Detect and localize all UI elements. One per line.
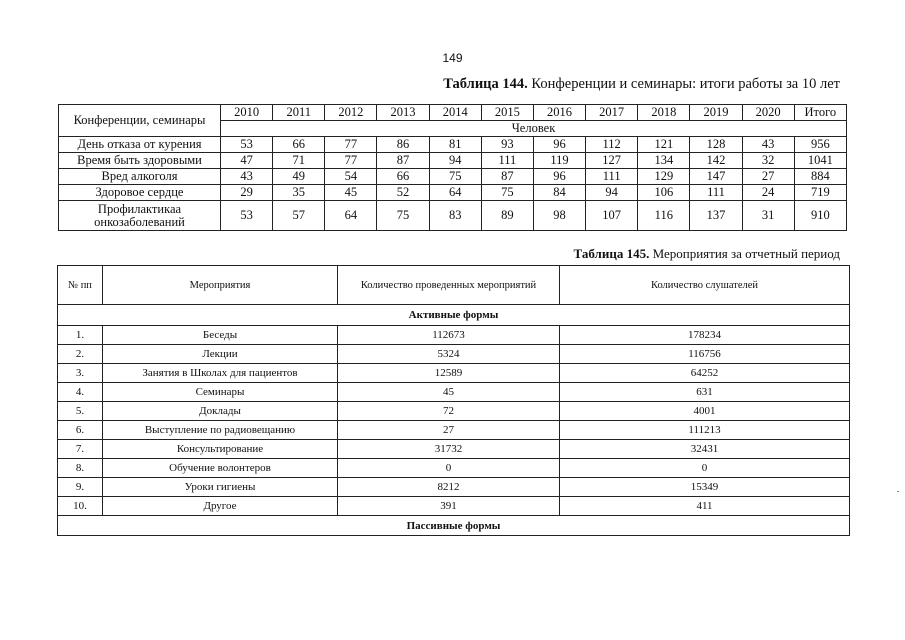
table-row (58, 459, 850, 478)
table-144-value-cell: 77 (325, 153, 377, 169)
table-144-value-cell: 87 (481, 169, 533, 185)
table-145-cell-listeners: 15349 (560, 478, 850, 497)
table-145-cell-name: Консультирование (103, 440, 338, 459)
table-144-year-header: 2013 (377, 105, 429, 121)
table-145-header-row (58, 266, 850, 305)
table-145-caption-label: Таблица 145. (573, 246, 650, 261)
table-144-value-cell: 719 (794, 185, 846, 201)
table-144-value-cell: 119 (533, 153, 585, 169)
table-144-value-cell: 77 (325, 137, 377, 153)
table-145-caption (574, 246, 840, 262)
table-144-value-cell: 142 (690, 153, 742, 169)
table-144-value-cell: 116 (638, 201, 690, 231)
table-144-value-cell: 86 (377, 137, 429, 153)
table-144-row-header: Конференции, семинары (59, 105, 221, 137)
table-144-value-cell: 910 (794, 201, 846, 231)
table-145-cell-num: 5. (58, 402, 103, 421)
table-144-value-cell: 43 (221, 169, 273, 185)
table-144-unit-cell: Человек (221, 121, 847, 137)
table-145-cell-listeners: 64252 (560, 364, 850, 383)
table-144-value-cell: 87 (377, 153, 429, 169)
section-title-active: Активные формы (58, 305, 850, 326)
table-145-cell-name: Лекции (103, 345, 338, 364)
table-144-header-row (59, 105, 847, 121)
table-145-cell-name: Обучение волонтеров (103, 459, 338, 478)
table-144-row-name: Вред алкоголя (59, 169, 221, 185)
table-144-value-cell: 31 (742, 201, 794, 231)
table-144-value-cell: 1041 (794, 153, 846, 169)
table-144-value-cell: 49 (273, 169, 325, 185)
table-145 (57, 265, 850, 536)
table-144-value-cell: 96 (533, 169, 585, 185)
table-144-value-cell: 83 (429, 201, 481, 231)
table-145-cell-listeners: 116756 (560, 345, 850, 364)
table-144-value-cell: 54 (325, 169, 377, 185)
table-144-value-cell: 53 (221, 201, 273, 231)
table-144-year-header: 2020 (742, 105, 794, 121)
page-number: 149 (442, 51, 463, 65)
table-row (58, 440, 850, 459)
table-145-header-listeners: Количество слушателей (560, 266, 850, 305)
table-145-cell-num: 3. (58, 364, 103, 383)
table-145-cell-num: 10. (58, 497, 103, 516)
table-144-value-cell: 111 (481, 153, 533, 169)
table-144-row-name: Профилактикаа онкозаболеваний (59, 201, 221, 231)
table-144-value-cell: 66 (377, 169, 429, 185)
table-145-cell-listeners: 4001 (560, 402, 850, 421)
table-145-cell-num: 6. (58, 421, 103, 440)
table-144-value-cell: 111 (690, 185, 742, 201)
table-row (59, 153, 847, 169)
table-144-value-cell: 107 (586, 201, 638, 231)
table-144-year-header: 2014 (429, 105, 481, 121)
table-144-year-header: 2015 (481, 105, 533, 121)
table-145-cell-count: 0 (338, 459, 560, 478)
table-row (58, 345, 850, 364)
table-144-value-cell: 75 (429, 169, 481, 185)
table-145-cell-num: 4. (58, 383, 103, 402)
table-144-value-cell: 98 (533, 201, 585, 231)
table-144-caption-text: Конференции и семинары: итоги работы за 10 лет (527, 76, 840, 92)
table-145-cell-name: Другое (103, 497, 338, 516)
table-145-cell-count: 112673 (338, 326, 560, 345)
table-144-row-name: День отказа от курения (59, 137, 221, 153)
table-144-year-header: 2019 (690, 105, 742, 121)
table-144-value-cell: 45 (325, 185, 377, 201)
table-145-body (58, 266, 850, 536)
table-144-value-cell: 53 (221, 137, 273, 153)
table-144-value-cell: 75 (377, 201, 429, 231)
table-144-year-header: 2018 (638, 105, 690, 121)
table-144-value-cell: 64 (429, 185, 481, 201)
table-144-value-cell: 64 (325, 201, 377, 231)
table-144-value-cell: 27 (742, 169, 794, 185)
table-145-cell-num: 9. (58, 478, 103, 497)
table-145-cell-count: 8212 (338, 478, 560, 497)
table-144-value-cell: 128 (690, 137, 742, 153)
table-144-year-header: 2017 (586, 105, 638, 121)
table-row (58, 383, 850, 402)
table-144-value-cell: 112 (586, 137, 638, 153)
table-144-value-cell: 147 (690, 169, 742, 185)
table-144-year-header: 2012 (325, 105, 377, 121)
margin-mark (897, 491, 899, 492)
table-145-cell-count: 27 (338, 421, 560, 440)
table-144-row-name: Здоровое сердце (59, 185, 221, 201)
table-145-cell-count: 72 (338, 402, 560, 421)
table-row (58, 421, 850, 440)
table-144-year-header: 2016 (533, 105, 585, 121)
table-144-value-cell: 96 (533, 137, 585, 153)
table-145-cell-listeners: 0 (560, 459, 850, 478)
table-145-section-passive (58, 516, 850, 536)
table-144-body (59, 105, 847, 231)
table-144-row-name: Время быть здоровыми (59, 153, 221, 169)
table-144-value-cell: 134 (638, 153, 690, 169)
table-145-cell-name: Уроки гигиены (103, 478, 338, 497)
table-144-value-cell: 94 (429, 153, 481, 169)
table-144-year-header: Итого (794, 105, 846, 121)
table-144-value-cell: 43 (742, 137, 794, 153)
table-144-value-cell: 129 (638, 169, 690, 185)
table-row (58, 497, 850, 516)
table-144-value-cell: 71 (273, 153, 325, 169)
table-145-cell-count: 31732 (338, 440, 560, 459)
table-144-value-cell: 84 (533, 185, 585, 201)
table-144-value-cell: 111 (586, 169, 638, 185)
table-144-value-cell: 93 (481, 137, 533, 153)
table-145-header-num: № пп (58, 266, 103, 305)
table-144-value-cell: 75 (481, 185, 533, 201)
table-row (59, 169, 847, 185)
table-144-value-cell: 24 (742, 185, 794, 201)
table-145-cell-count: 45 (338, 383, 560, 402)
table-145-cell-listeners: 631 (560, 383, 850, 402)
table-145-cell-name: Выступление по радиовещанию (103, 421, 338, 440)
table-145-cell-name: Беседы (103, 326, 338, 345)
table-144-year-header: 2010 (221, 105, 273, 121)
table-row (58, 326, 850, 345)
table-row (59, 137, 847, 153)
table-145-cell-num: 7. (58, 440, 103, 459)
table-144-value-cell: 121 (638, 137, 690, 153)
table-row (58, 364, 850, 383)
table-145-cell-listeners: 411 (560, 497, 850, 516)
table-145-cell-num: 2. (58, 345, 103, 364)
table-144 (58, 104, 847, 231)
table-144-value-cell: 127 (586, 153, 638, 169)
table-145-cell-listeners: 32431 (560, 440, 850, 459)
table-145-header-event: Мероприятия (103, 266, 338, 305)
table-144-caption (443, 76, 840, 93)
table-145-caption-text: Мероприятия за отчетный период (649, 246, 840, 261)
table-144-value-cell: 57 (273, 201, 325, 231)
table-144-value-cell: 956 (794, 137, 846, 153)
table-row (59, 185, 847, 201)
table-144-value-cell: 106 (638, 185, 690, 201)
table-144-value-cell: 137 (690, 201, 742, 231)
table-144-value-cell: 47 (221, 153, 273, 169)
table-144-value-cell: 884 (794, 169, 846, 185)
table-145-cell-count: 5324 (338, 345, 560, 364)
table-145-header-count: Количество проведенных мероприятий (338, 266, 560, 305)
table-144-value-cell: 52 (377, 185, 429, 201)
table-144-value-cell: 81 (429, 137, 481, 153)
table-145-cell-listeners: 178234 (560, 326, 850, 345)
table-144-value-cell: 94 (586, 185, 638, 201)
table-145-cell-num: 1. (58, 326, 103, 345)
table-144-value-cell: 32 (742, 153, 794, 169)
table-144-caption-label: Таблица 144. (443, 76, 528, 92)
table-144-year-header: 2011 (273, 105, 325, 121)
table-145-cell-name: Доклады (103, 402, 338, 421)
table-row (58, 402, 850, 421)
table-144-value-cell: 89 (481, 201, 533, 231)
section-title-passive: Пассивные формы (58, 516, 850, 536)
table-144-value-cell: 35 (273, 185, 325, 201)
table-row (59, 201, 847, 231)
table-145-cell-num: 8. (58, 459, 103, 478)
table-145-cell-listeners: 111213 (560, 421, 850, 440)
table-145-cell-count: 391 (338, 497, 560, 516)
table-145-cell-count: 12589 (338, 364, 560, 383)
table-145-cell-name: Занятия в Школах для пациентов (103, 364, 338, 383)
table-144-value-cell: 29 (221, 185, 273, 201)
table-row (58, 478, 850, 497)
table-145-cell-name: Семинары (103, 383, 338, 402)
table-144-value-cell: 66 (273, 137, 325, 153)
table-145-section-active (58, 305, 850, 326)
